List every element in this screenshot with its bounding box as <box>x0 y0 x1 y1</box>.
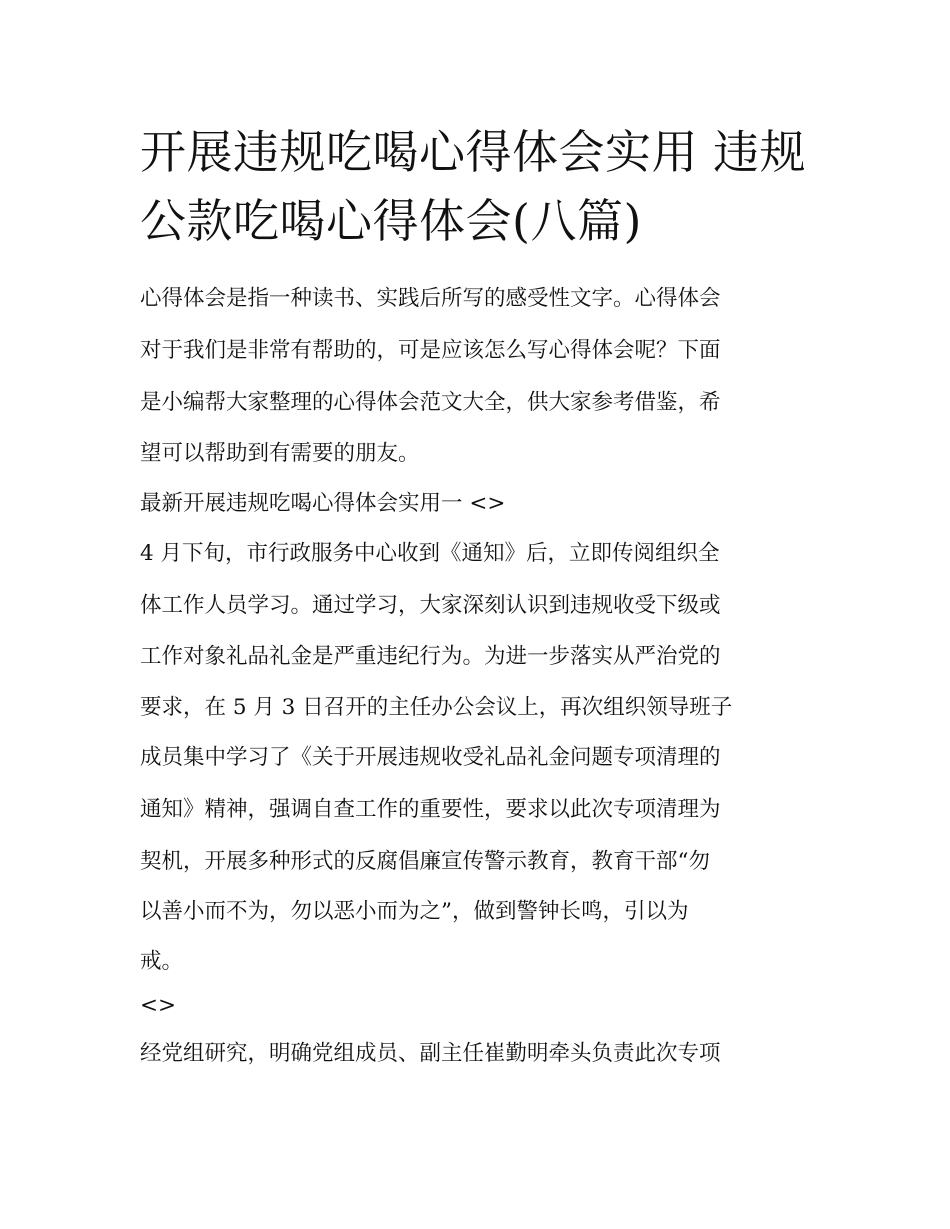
paragraph1-line-8: 以善小而不为，勿以恶小而为之”，做到警钟长鸣，引以为 <box>140 899 689 924</box>
paragraph1-line-4: 要求，在 5 月 3 日召开的主任办公会议上，再次组织领导班子 <box>140 695 733 720</box>
intro-line-3: 是小编帮大家整理的心得体会范文大全，供大家参考借鉴，希 <box>140 390 721 415</box>
intro-line-4: 望可以帮助到有需要的朋友。 <box>140 441 420 466</box>
paragraph1-line-3: 工作对象礼品礼金是严重违纪行为。为进一步落实从严治党的 <box>140 644 721 669</box>
paragraph1-line-9: 戒。 <box>140 949 184 974</box>
document-title: 开展违规吃喝心得体会实用 违规公款吃喝心得体会(八篇) <box>140 125 807 248</box>
paragraph1-line-6: 通知》精神，强调自查工作的重要性，要求以此次专项清理为 <box>140 797 721 822</box>
paragraph1-line-5: 成员集中学习了《关于开展违规收受礼品礼金问题专项清理的 <box>140 745 721 770</box>
paragraph2-line-1: 经党组研究，明确党组成员、副主任崔勤明牵头负责此次专项 <box>140 1041 721 1066</box>
paragraph1-line-7: 契机，开展多种形式的反腐倡廉宣传警示教育，教育干部“勿 <box>140 849 710 874</box>
intro-line-2: 对于我们是非常有帮助的，可是应该怎么写心得体会呢？下面 <box>140 338 721 363</box>
paragraph1-line-2: 体工作人员学习。通过学习，大家深刻认识到违规收受下级或 <box>140 593 721 618</box>
section-heading: 最新开展违规吃喝心得体会实用一 <> <box>140 491 506 516</box>
paragraph1-line-1: 4 月下旬，市行政服务中心收到《通知》后，立即传阅组织全 <box>140 541 720 566</box>
intro-line-1: 心得体会是指一种读书、实践后所写的感受性文字。心得体会 <box>140 286 721 311</box>
section-separator: <> <box>140 993 177 1018</box>
